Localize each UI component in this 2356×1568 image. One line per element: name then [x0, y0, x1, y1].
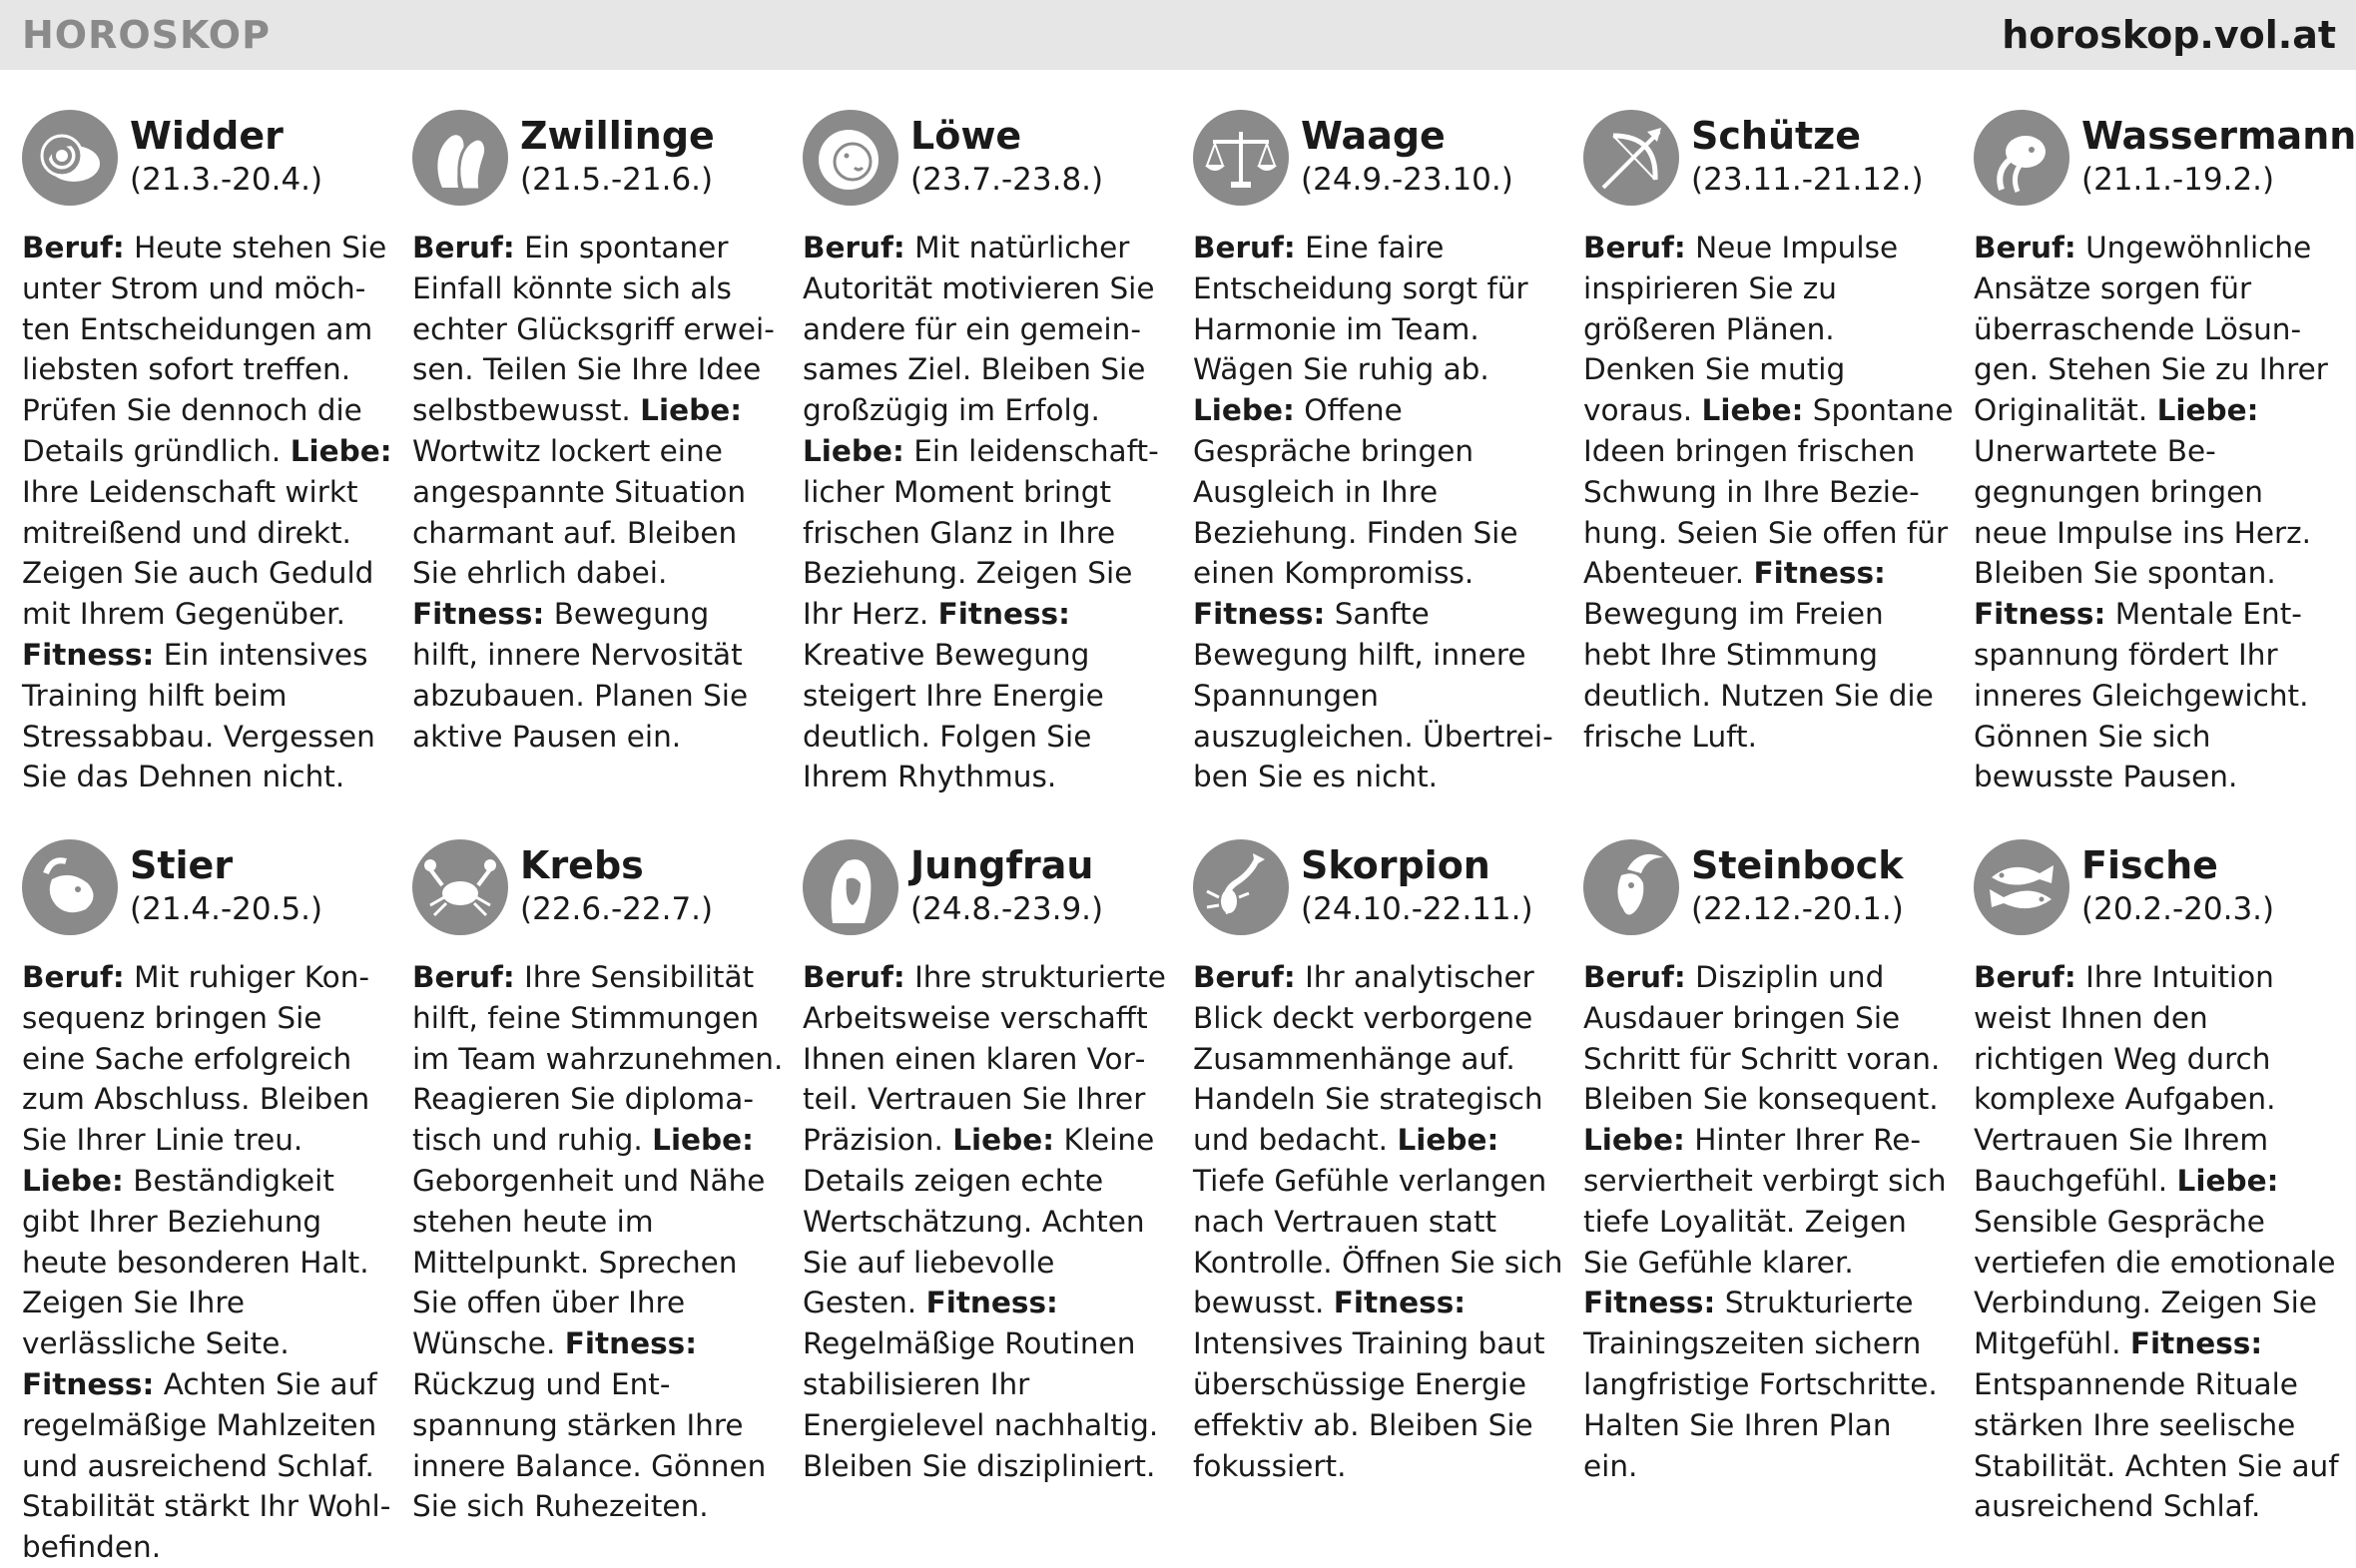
- text-liebe: Offene Gespräche bringen Ausgleich in Ihre Beziehung. Finden Sie einen Kompromiss.: [1193, 393, 1518, 591]
- label-beruf: Beruf:: [22, 231, 125, 264]
- text-fitness: Rückzug und Entspannung stärken Ihre innere Balance. Gönnen Sie sich Ruhezeiten.: [412, 1366, 767, 1524]
- label-fitness: Fitness:: [2129, 1326, 2263, 1361]
- label-fitness: Fitness:: [925, 1286, 1058, 1320]
- label-liebe: Liebe:: [22, 1163, 124, 1198]
- label-liebe: Liebe:: [290, 433, 392, 468]
- sign-text: [1974, 957, 2345, 1527]
- scorpion-icon: [1193, 839, 1289, 935]
- twins-icon: [412, 110, 508, 206]
- sign-name: Zwillinge: [520, 114, 715, 158]
- label-liebe: Liebe:: [2176, 1163, 2279, 1198]
- text-liebe: Wortwitz lockert eine angespannte Situation charmant auf. Bleiben Sie ehrlich dabei.: [412, 433, 747, 591]
- sign-dates: (24.9.-23.10.): [1301, 162, 1513, 198]
- sign-name: Jungfrau: [910, 843, 1094, 887]
- sign-dates: (20.2.-20.3.): [2081, 891, 2275, 927]
- crab-icon: [412, 839, 508, 935]
- label-beruf: Beruf:: [1583, 960, 1686, 994]
- scales-icon: [1193, 110, 1289, 206]
- label-beruf: Beruf:: [803, 960, 905, 994]
- label-fitness: Fitness:: [1193, 597, 1326, 632]
- label-liebe: Liebe:: [803, 433, 904, 468]
- label-fitness: Fitness:: [22, 1366, 155, 1401]
- sign-name: Widder: [130, 114, 284, 158]
- sign-dates: (23.7.-23.8.): [910, 162, 1104, 198]
- text-beruf: Ein spontaner Einfall könnte sich als echter Glücksgriff erweisen. Teilen Sie Ihre Idee selbstbewusst.: [412, 231, 775, 428]
- sign-text: [412, 957, 784, 1527]
- text-beruf: Mit ruhiger Konsequenz bringen Sie eine Sache erfolgreich zum Abschluss. Bleiben Sie Ihrer Linie treu.: [22, 960, 370, 1158]
- label-fitness: Fitness:: [1753, 556, 1886, 591]
- sign-loewe: [803, 110, 1174, 797]
- sign-steinbock: [1583, 839, 1955, 1486]
- label-fitness: Fitness:: [564, 1326, 698, 1361]
- label-beruf: Beruf:: [1193, 231, 1296, 264]
- label-liebe: Liebe:: [652, 1123, 754, 1158]
- text-fitness: Kreative Bewegung steigert Ihre Energie deutlich. Folgen Sie Ihrem Rhythmus.: [803, 637, 1104, 794]
- sign-dates: (24.10.-22.11.): [1301, 891, 1533, 927]
- text-beruf: Heute stehen Sie unter Strom und möchten Entscheidungen am liebsten sofort treffen. Prüfen Sie dennoch die Details gründlich.: [22, 231, 387, 468]
- text-fitness: Strukturierte Trainingszeiten sichern langfristige Fortschritte. Halten Sie Ihren Plan ein.: [1583, 1286, 1938, 1483]
- site-link[interactable]: horoskop.vol.at: [2002, 13, 2336, 57]
- label-beruf: Beruf:: [22, 960, 125, 994]
- label-beruf: Beruf:: [1974, 960, 2076, 994]
- sign-name: Löwe: [910, 114, 1022, 158]
- sign-dates: (21.3.-20.4.): [130, 162, 323, 198]
- text-fitness: Bewegung im Freien hebt Ihre Stimmung deutlich. Nutzen Sie die frische Luft.: [1583, 597, 1934, 754]
- label-fitness: Fitness:: [1974, 597, 2106, 632]
- goat-icon: [1583, 839, 1679, 935]
- sign-dates: (22.6.-22.7.): [520, 891, 714, 927]
- page-title: HOROSKOP: [22, 13, 271, 57]
- text-beruf: Ihre strukturierte Arbeitsweise verschafft Ihnen einen klaren Vorteil. Vertrauen Sie Ihrer Präzision.: [803, 960, 1166, 1158]
- label-liebe: Liebe:: [1397, 1123, 1499, 1158]
- water-bearer-icon: [1974, 110, 2069, 206]
- text-liebe: Ihre Leidenschaft wirkt mitreißend und direkt. Zeigen Sie auch Geduld mit Ihrem Gegenüber.: [22, 474, 374, 632]
- sign-name: Schütze: [1691, 114, 1862, 158]
- sign-dates: (23.11.-21.12.): [1691, 162, 1924, 198]
- label-fitness: Fitness:: [412, 597, 545, 632]
- text-liebe: Tiefe Gefühle verlangen nach Vertrauen statt Kontrolle. Öffnen Sie sich bewusst.: [1193, 1163, 1563, 1320]
- sign-text: [803, 228, 1174, 797]
- text-beruf: Eine faire Entscheidung sorgt für Harmonie im Team. Wägen Sie ruhig ab.: [1193, 231, 1528, 387]
- text-fitness: Regelmäßige Routinen stabilisieren Ihr Energielevel nachhaltig. Bleiben Sie diszipliniert.: [803, 1326, 1159, 1483]
- sign-name: Fische: [2081, 843, 2218, 887]
- label-liebe: Liebe:: [952, 1123, 1055, 1158]
- sign-name: Waage: [1301, 114, 1446, 158]
- text-liebe: Hinter Ihrer Reserviertheit verbirgt sich tiefe Loyalität. Zeigen Sie Gefühle klarer.: [1583, 1123, 1947, 1280]
- fish-icon: [1974, 839, 2069, 935]
- sign-text: [22, 957, 393, 1568]
- text-beruf: Ihr analytischer Blick deckt verborgene Zusammenhänge auf. Handeln Sie strategisch und bedacht.: [1193, 960, 1543, 1158]
- text-beruf: Ungewöhnliche Ansätze sorgen für überraschende Lösungen. Stehen Sie zu Ihrer Originalität.: [1974, 231, 2328, 428]
- sign-text: [1193, 228, 1564, 797]
- sign-zwillinge: [412, 110, 784, 757]
- label-liebe: Liebe:: [1583, 1123, 1685, 1158]
- text-liebe: Sensible Gespräche vertiefen die emotionale Verbindung. Zeigen Sie Mitgefühl.: [1974, 1204, 2336, 1361]
- sign-schuetze: [1583, 110, 1955, 757]
- bull-icon: [22, 839, 118, 935]
- label-beruf: Beruf:: [803, 231, 905, 264]
- text-liebe: Unerwartete Begegnungen bringen neue Impulse ins Herz. Bleiben Sie spontan.: [1974, 433, 2311, 591]
- text-liebe: Kleine Details zeigen echte Wertschätzung. Achten Sie auf liebevolle Gesten.: [803, 1123, 1155, 1320]
- label-beruf: Beruf:: [1193, 960, 1296, 994]
- sign-dates: (21.1.-19.2.): [2081, 162, 2275, 198]
- label-fitness: Fitness:: [937, 597, 1070, 632]
- text-beruf: Ihre Sensibilität hilft, feine Stimmungen im Team wahrzunehmen. Reagieren Sie diplomatisch und ruhig.: [412, 960, 784, 1158]
- text-fitness: Sanfte Bewegung hilft, innere Spannungen auszugleichen. Übertreiben Sie es nicht.: [1193, 597, 1553, 794]
- ram-icon: [22, 110, 118, 206]
- text-liebe: Spontane Ideen bringen frischen Schwung in Ihre Beziehung. Seien Sie offen für Abenteuer.: [1583, 393, 1954, 591]
- text-fitness: Mentale Entspannung fördert Ihr inneres Gleichgewicht. Gönnen Sie sich bewusste Pausen.: [1974, 597, 2309, 794]
- text-beruf: Ihre Intuition weist Ihnen den richtigen Weg durch komplexe Aufgaben. Vertrauen Sie Ihrem Bauchgefühl.: [1974, 960, 2276, 1198]
- sign-text: [1193, 957, 1564, 1486]
- sign-krebs: [412, 839, 784, 1527]
- label-liebe: Liebe:: [1193, 393, 1295, 428]
- label-beruf: Beruf:: [412, 231, 515, 264]
- sign-dates: (24.8.-23.9.): [910, 891, 1104, 927]
- header-bar: [0, 0, 2356, 70]
- text-fitness: Intensives Training baut überschüssige Energie effektiv ab. Bleiben Sie fokussiert.: [1193, 1326, 1545, 1483]
- text-fitness: Bewegung hilft, innere Nervosität abzubauen. Planen Sie aktive Pausen ein.: [412, 597, 749, 754]
- label-liebe: Liebe:: [2156, 393, 2259, 428]
- sign-skorpion: [1193, 839, 1564, 1486]
- sign-stier: [22, 839, 393, 1568]
- text-liebe: Beständigkeit gibt Ihrer Beziehung heute besonderen Halt. Zeigen Sie Ihre verlässliche Seite.: [22, 1163, 369, 1361]
- text-beruf: Neue Impulse inspirieren Sie zu größeren Plänen. Denken Sie mutig voraus.: [1583, 231, 1899, 428]
- sign-name: Steinbock: [1691, 843, 1904, 887]
- lion-icon: [803, 110, 898, 206]
- sign-text: [803, 957, 1174, 1486]
- label-fitness: Fitness:: [22, 637, 155, 672]
- text-beruf: Mit natürlicher Autorität motivieren Sie andere für ein gemeinsames Ziel. Bleiben Sie großzügig im Erfolg.: [803, 231, 1155, 428]
- text-fitness: Ein intensives Training hilft beim Stressabbau. Vergessen Sie das Dehnen nicht.: [22, 637, 375, 794]
- label-liebe: Liebe:: [1701, 393, 1804, 428]
- label-liebe: Liebe:: [640, 393, 742, 428]
- sign-fische: [1974, 839, 2345, 1527]
- label-fitness: Fitness:: [1583, 1286, 1716, 1320]
- text-liebe: Geborgenheit und Nähe stehen heute im Mittelpunkt. Sprechen Sie offen über Ihre Wünsche.: [412, 1163, 766, 1361]
- text-liebe: Ein leidenschaftlicher Moment bringt frischen Glanz in Ihre Beziehung. Zeigen Sie Ihr Herz.: [803, 433, 1159, 632]
- sign-text: [1583, 957, 1955, 1486]
- sign-jungfrau: [803, 839, 1174, 1486]
- sign-name: Wassermann: [2081, 114, 2356, 158]
- label-beruf: Beruf:: [1583, 231, 1686, 264]
- sign-name: Skorpion: [1301, 843, 1490, 887]
- text-fitness: Entspannende Rituale stärken Ihre seelische Stabilität. Achten Sie auf ausreichend Schlaf.: [1974, 1366, 2339, 1524]
- text-beruf: Disziplin und Ausdauer bringen Sie Schritt für Schritt voran. Bleiben Sie konsequent.: [1583, 960, 1941, 1117]
- sign-name: Stier: [130, 843, 234, 887]
- text-fitness: Achten Sie auf regelmäßige Mahlzeiten und ausreichend Schlaf. Stabilität stärkt Ihr Wohlbefinden.: [22, 1366, 391, 1565]
- archer-icon: [1583, 110, 1679, 206]
- label-fitness: Fitness:: [1333, 1286, 1467, 1320]
- sign-wassermann: [1974, 110, 2356, 797]
- sign-text: [1583, 228, 1955, 757]
- sign-dates: (22.12.-20.1.): [1691, 891, 1904, 927]
- sign-dates: (21.4.-20.5.): [130, 891, 323, 927]
- sign-text: [412, 228, 784, 757]
- virgin-icon: [803, 839, 898, 935]
- label-beruf: Beruf:: [1974, 231, 2076, 264]
- sign-text: [1974, 228, 2345, 797]
- sign-widder: [22, 110, 393, 797]
- sign-dates: (21.5.-21.6.): [520, 162, 714, 198]
- label-beruf: Beruf:: [412, 960, 515, 994]
- sign-text: [22, 228, 393, 797]
- sign-waage: [1193, 110, 1564, 797]
- sign-name: Krebs: [520, 843, 644, 887]
